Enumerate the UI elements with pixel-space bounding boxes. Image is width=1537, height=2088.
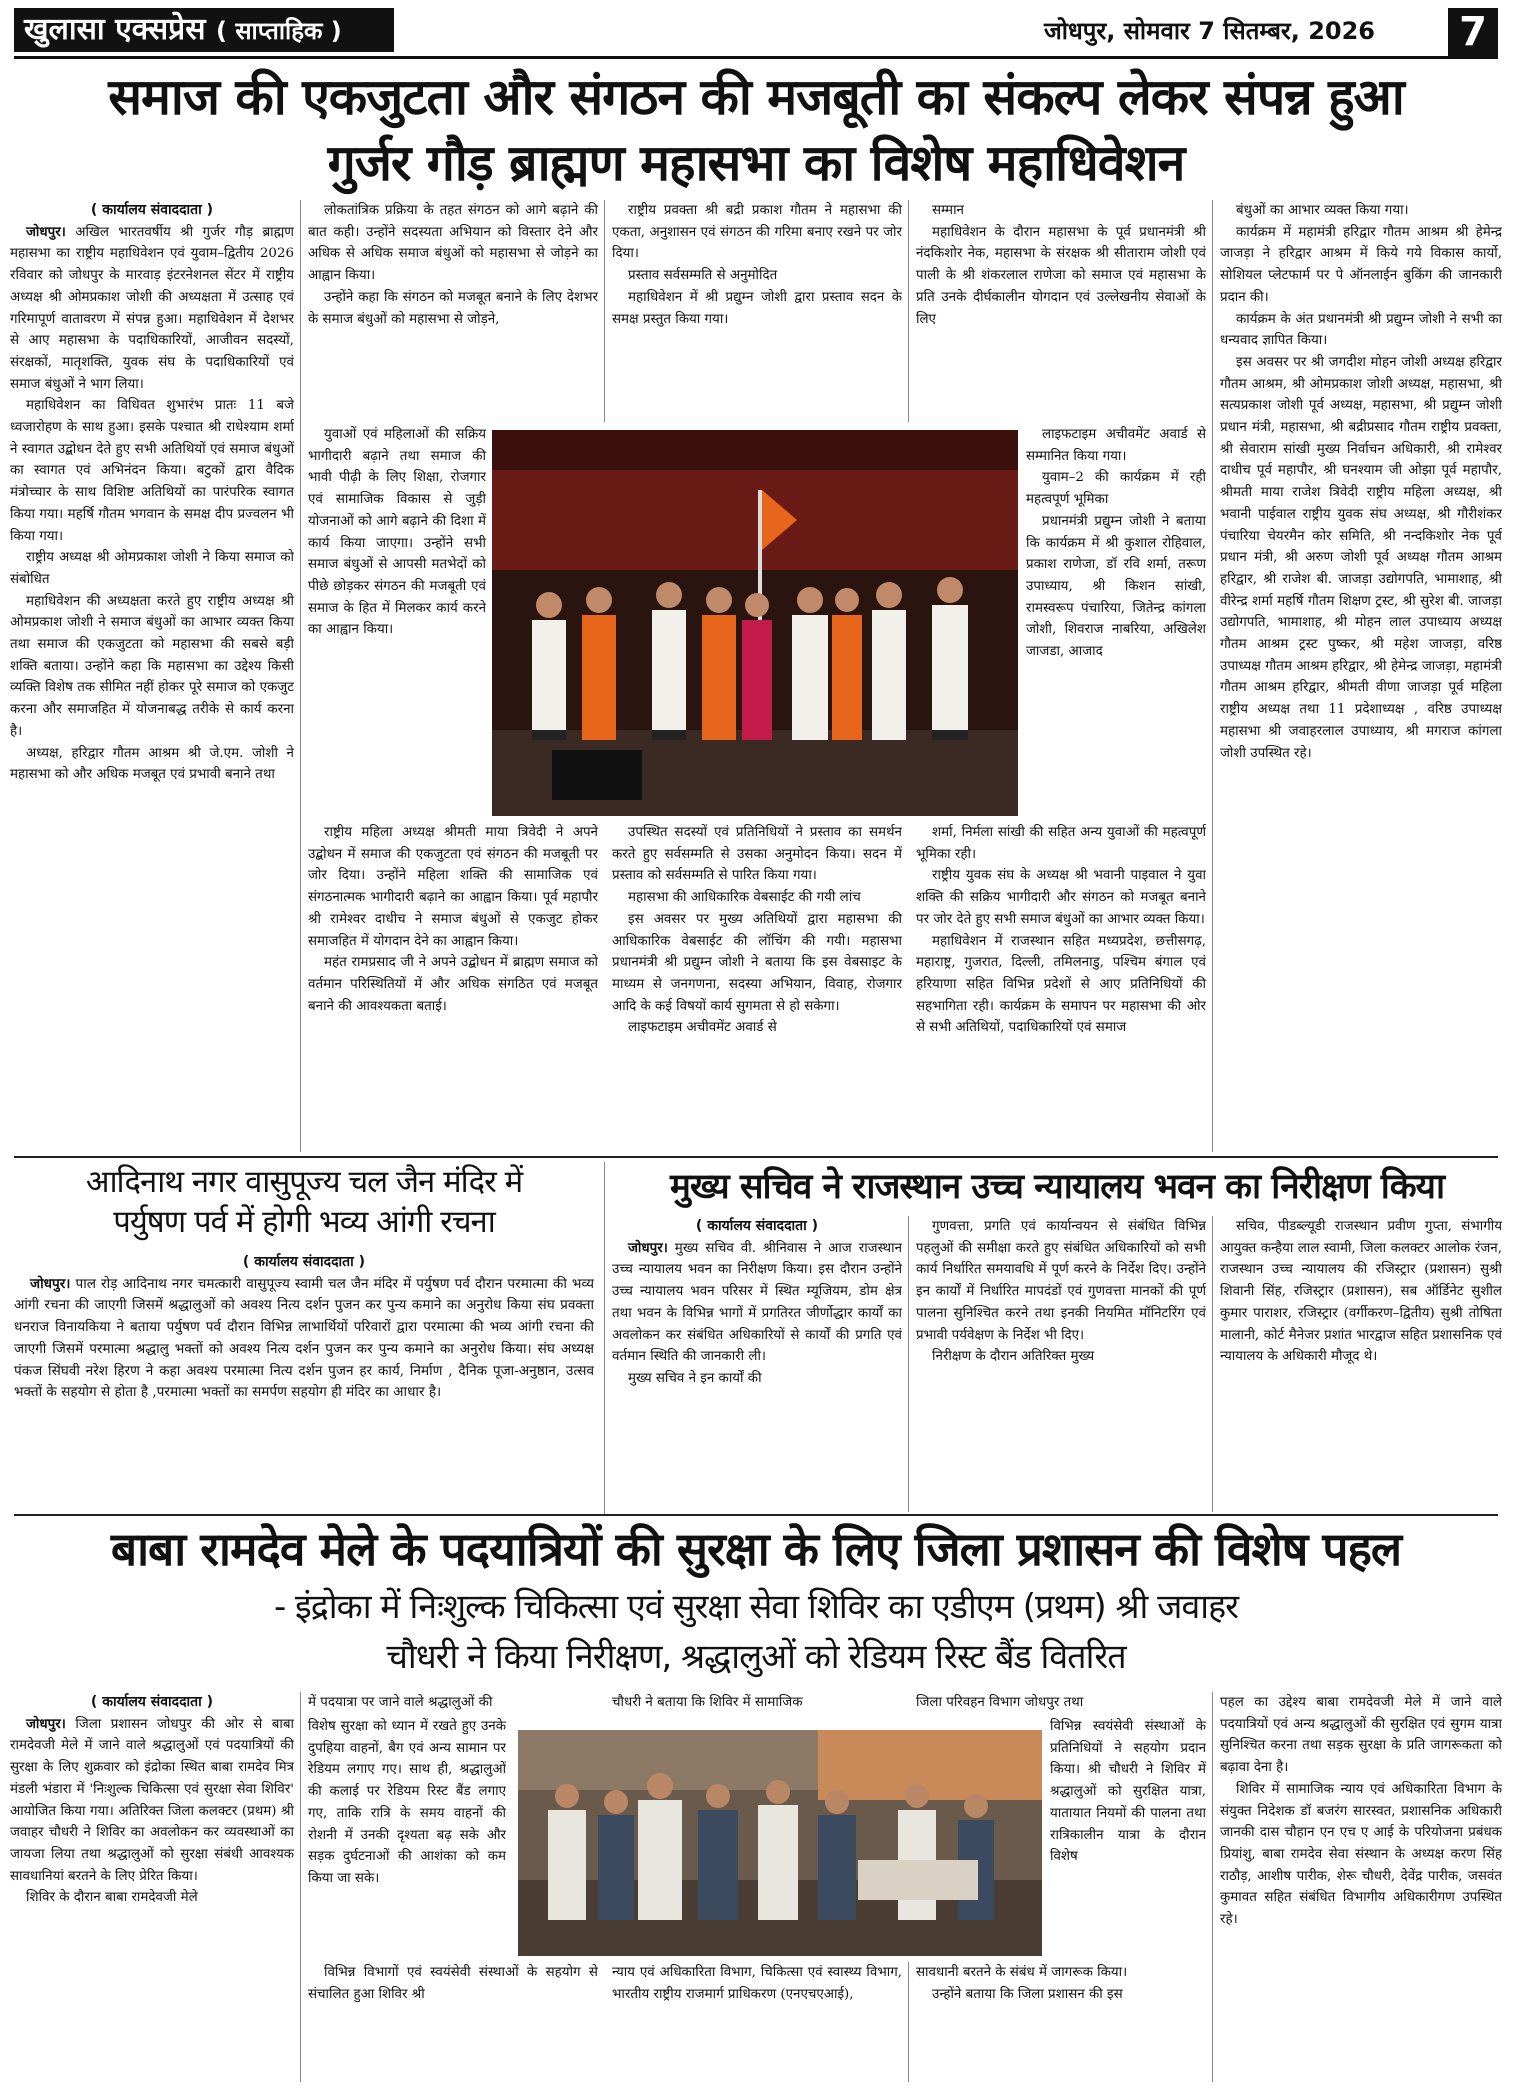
story3-column-3	[1220, 1216, 1502, 1512]
column-divider	[908, 1216, 909, 1512]
story1-column-4-top	[916, 200, 1206, 422]
column-divider	[1212, 1692, 1213, 2082]
story4-column-3-bottom	[612, 1962, 902, 2082]
story4-column-5	[1220, 1692, 1502, 2082]
story1-dateline: जोधपुर।	[26, 224, 66, 240]
story1-headline-line1: समाज की एकजुटता और संगठन की मजबूती का संकल्प लेकर संपन्न हुआ	[108, 68, 1404, 126]
story4-column-1	[10, 1692, 294, 2082]
story1-paragraph: प्रधानमंत्री प्रद्युम्न जोशी ने बताया कि कार्यक्रम में श्री कुशाल रोहिवाल, प्रकाश राणेजा, डॉ रवि शर्मा, तरूण उपाध्याय, श्री किशन सांखी, रामस्वरूप पंचारिया, जितेन्द्र कांगला जोशी, शिवराज नाबरिया, अखिलेश जाजडा, आजाद	[1026, 513, 1206, 660]
story1-subhead: महासभा की आधिकारिक वेबसाईट की गयी लांच	[628, 890, 861, 906]
story2-dateline: जोधपुर।	[30, 1275, 71, 1292]
story4-paragraph: चौधरी ने बताया कि शिविर में सामाजिक	[612, 1695, 803, 1710]
story1-paragraph: लोकतांत्रिक प्रक्रिया के तहत संगठन को आगे बढ़ाने की बात कही। उन्होंने सदस्यता अभियान को विस्तार देने और अधिक से अधिक समाज बंधुओं को महासभा से जोड़ने का आह्वान किया।	[308, 203, 598, 284]
story4-column-3-top	[612, 1692, 902, 1716]
story1-paragraph: कार्यक्रम के अंत प्रधानमंत्री श्री प्रद्युम्न जोशी ने सभी का धन्यवाद ज्ञापित किया।	[1220, 311, 1502, 349]
story1-paragraph: महाधिवेशन का विधिवत शुभारंभ प्रातः 11 बजे ध्वजारोहण के साथ हुआ। इसके पश्चात श्री राधेश्याम शर्मा ने स्वागत उद्बोधन देते हुए सभी अतिथियों एवं समाज बंधुओं का स्वागत एवं अभिनंदन किया। बटुकों द्वारा वैदिक मंत्रोच्चार के साथ विशिष्ट अतिथियों का पारंपरिक स्वागत किया गया। महर्षि गौतम भगवान के समक्ष दीप प्रज्वलन भी किया गया।	[10, 398, 294, 544]
story1-paragraph: राष्ट्रीय महिला अध्यक्ष श्रीमती माया त्रिवेदी ने अपने उद्बोधन में समाज की एकजुटता एवं संगठन की मजबूती पर जोर दिया। उन्होंने महिला शक्ति की सामाजिक एवं संगठनात्मक भागीदारी बढ़ाने का आह्वान किया। पूर्व महापौर श्री रामेश्वर दाधीच ने समाज बंधुओं से एकजुट होकर समाजहित में योगदान देने का आह्वान किया।	[308, 825, 598, 949]
brand-block	[14, 8, 394, 52]
story1-paragraph: महाधिवेशन के दौरान महासभा के पूर्व प्रधानमंत्री श्री नंदकिशोर नेक, महासभा के संरक्षक श्री सीताराम जोशी एवं पाली के श्री शंकरलाल राणेजा को समाज एवं महासभा के प्रति उनके दीर्घकालीन योगदान एवं उल्लेखनीय सेवाओं के लिए	[916, 224, 1206, 327]
column-divider	[604, 200, 605, 422]
edition-label: ( साप्ताहिक )	[216, 17, 342, 45]
story4-paragraph: विभिन्न स्वयंसेवी संस्थाओं के प्रतिनिधियों ने सहयोग प्रदान किया। श्री चौधरी ने शिविर में श्रद्धालुओं को सुरक्षित यात्रा, यातायात नियमों की पालना तथा रात्रिकालीन यात्रा के दौरान विशेष	[1050, 1719, 1206, 1865]
story1-paragraph: अखिल भारतवर्षीय श्री गुर्जर गौड़ ब्राह्मण महासभा का राष्ट्रीय महाधिवेशन एवं युवाम–द्वितीय 2026 रविवार को जोधपुर के मारवाड़ इंटरनेशनल सेंटर में राष्ट्रीय अध्यक्ष श्री ओमप्रकाश जोशी की अध्यक्षता में उत्साह एवं गरिमापूर्ण वातावरण में संपन्न हुआ। महाधिवेशन में देशभर से आए महासभा के पदाधिकारियों, आजीवन सदस्यों, संरक्षकों, मातृशक्ति, युवक संघ के पदाधिकारियों एवं समाज बंधुओं ने भाग लिया।	[10, 224, 294, 392]
story3-dateline: जोधपुर।	[628, 1240, 668, 1256]
story1-subhead: युवाम–2 की कार्यक्रम में रही महत्वपूर्ण भूमिका	[1026, 470, 1206, 508]
story3-paragraph: निरीक्षण के दौरान अतिरिक्त मुख्य	[932, 1349, 1095, 1365]
story4-paragraph: न्याय एवं अधिकारिता विभाग, चिकित्सा एवं स्वास्थ्य विभाग, भारतीय राष्ट्रीय राजमार्ग प्राधिकरण (एनएचएआई),	[612, 1965, 902, 2002]
story3-headline: मुख्य सचिव ने राजस्थान उच्च न्यायालय भवन का निरीक्षण किया	[669, 1167, 1445, 1207]
story4-paragraph: जिला परिवहन विभाग जोधपुर तथा	[916, 1695, 1084, 1710]
brand-name: खुलासा एक्सप्रेस	[24, 12, 206, 47]
story4-column-2-side	[308, 1716, 506, 1960]
story1-paragraph: लाइफटाइम अचीवमेंट अवार्ड से सम्मानित किया गया।	[1026, 427, 1206, 464]
story1-paragraph: शर्मा, निर्मला सांखी की सहित अन्य युवाओं की महत्वपूर्ण भूमिका रही।	[916, 825, 1206, 862]
story3-paragraph: मुख्य सचिव ने इन कार्यों की	[628, 1370, 762, 1386]
story4-column-4-top	[916, 1692, 1206, 1716]
story1-column-4-side	[1026, 424, 1206, 820]
story1-subhead: प्रस्ताव सर्वसम्मति से अनुमोदित	[628, 268, 778, 284]
story1-paragraph: उपस्थित सदस्यों एवं प्रतिनिधियों ने प्रस्ताव का समर्थन करते हुए सर्वसम्मति से उसका अनुमोदन किया। सदन में प्रस्ताव को सर्वसम्मति से पारित किया गया।	[612, 825, 902, 884]
story1-paragraph: महंत रामप्रसाद जी ने अपने उद्बोधन में ब्राह्मण समाज को वर्तमान परिस्थितियों में और अधिक संगठित एवं मजबूत बनाने की आवश्यकता बताई।	[308, 955, 598, 1014]
column-divider	[908, 200, 909, 422]
story1-paragraph: इस अवसर पर मुख्य अतिथियों द्वारा महासभा की आधिकारिक वेबसाईट की लॉचिंग की गयी। महासभा प्रधानमंत्री श्री प्रद्युम्न जोशी ने बताया कि इस वेबसाइट के माध्यम से जनगणना, सदस्या अभियान, विवाह, रोजगार आदि के कई विषयों कार्य सुगमता से हो सकेगा।	[612, 911, 902, 1014]
story4-column-2-top	[308, 1692, 598, 1716]
camp-gathering-photo	[518, 1730, 1042, 1956]
story3-paragraph: सचिव, पीडब्ल्यूडी राजस्थान प्रवीण गुप्ता, संभागीय आयुक्त कन्हैया लाल स्वामी, जिला कलक्टर आलोक रंजन, राजस्थान उच्च न्यायालय की रजिस्ट्रार (प्रशासन) सुश्री शिवानी सिंह, रजिस्ट्रार (प्रशासन), सब ऑर्डिनेट सुशील कुमार पाराशर, रजिस्ट्रार (वर्गीकरण–द्वितीय) सुश्री तोषिता मालानी, कोर्ट मैनेजर प्रशांत भारद्वाज सहित प्रशासनिक एवं न्यायालय के अधिकारी मौजूद थे।	[1220, 1219, 1502, 1365]
column-divider	[300, 200, 301, 1152]
story1-paragraph: अध्यक्ष, हरिद्वार गौतम आश्रम श्री जे.एम. जोशी ने महासभा को और अधिक मजबूत एवं प्रभावी बनाने तथा	[10, 745, 294, 783]
section-rule	[14, 1514, 1498, 1516]
story4-paragraph: जिला प्रशासन जोधपुर की ओर से बाबा रामदेवजी मेले में जाने वाले श्रद्धालुओं एवं पदयात्रियों की सुरक्षा के लिए शुक्रवार को इंद्रोका स्थित बाबा रामदेव मित्र मंडली भंडारा में 'निःशुल्क चिकित्सा एवं सुरक्षा सेवा शिविर' आयोजित किया गया। अतिरिक्त जिला कलक्टर (प्रथम) श्री जवाहर चौधरी ने शिविर का अवलोकन कर व्यवस्थाओं का जायजा लिया तथा श्रद्धालुओं को सुरक्षा संबंधी आवश्यक सावधानियां बरतने के लिए प्रेरित किया।	[10, 1716, 294, 1884]
story1-paragraph: बंधुओं का आभार व्यक्त किया गया।	[1236, 203, 1409, 218]
story1-paragraph: महाधिवेशन में राजस्थान सहित मध्यप्रदेश, छत्तीसगढ़, महाराष्ट्र, गुजरात, दिल्ली, तमिलनाडु, पश्चिम बंगाल एवं हरियाणा सहित विभिन्न प्रदेशों से आए प्रतिनिधियों की सहभागिता रही। कार्यक्रम के समापन पर महासभा की ओर से सभी अतिथियों, पदाधिकारियों एवं समाज	[916, 933, 1206, 1036]
story1-paragraph: राष्ट्रीय प्रवक्ता श्री बद्री प्रकाश गौतम ने महासभा की एकता, अनुशासन एवं संगठन की गरिमा बनाए रखने पर जोर दिया।	[612, 203, 902, 262]
story1-column-2-bottom	[308, 822, 598, 1152]
story1-column-5	[1220, 200, 1502, 1152]
event-stage-photo	[492, 430, 1018, 816]
story1-paragraph: लाइफटाइम अचीवमेंट अवार्ड से	[628, 1020, 777, 1036]
story1-subhead: राष्ट्रीय अध्यक्ष श्री ओमप्रकाश जोशी ने किया समाज को संबोधित	[10, 550, 294, 587]
story4-column-2-bottom	[308, 1962, 598, 2082]
story4-paragraph: विभिन्न विभागों एवं स्वयंसेवी संस्थाओं के सहयोग से संचालित हुआ शिविर श्री	[308, 1965, 598, 2002]
story4-paragraph: शिविर में सामाजिक न्याय एवं अधिकारिता विभाग के संयुक्त निदेशक डॉ बजरंग सारस्वत, प्रशासनिक अधिकारी जानकी दास चौहान एन एच ए आई के परियोजना प्रबंधक प्रियांशु, बाबा रामदेव सेवा संस्थान के अध्यक्ष करण सिंह राठौड़, आशीष पारीक, शेरू चौधरी, देवेंद्र पारीक, जसवंत कुमावत सहित संबंधित विभागीय अधिकारीगण उपस्थित रहे।	[1220, 1781, 1502, 1928]
column-divider	[604, 1162, 605, 1514]
story3-column-2	[916, 1216, 1206, 1512]
story4-byline: ( कार्यालय संवाददाता )	[90, 1694, 214, 1710]
story2-headline-line1: आदिनाथ नगर वासुपूज्य चल जैन मंदिर में	[85, 1164, 523, 1200]
column-divider	[1212, 200, 1213, 1152]
story2-headline-line2: पर्युषण पर्व में होगी भव्य आंगी रचना	[113, 1204, 495, 1240]
story1-column-3-bottom	[612, 822, 902, 1152]
story1-subhead: सम्मान	[932, 203, 964, 218]
story2-byline: ( कार्यालय संवाददाता )	[242, 1254, 366, 1270]
story4-paragraph: विशेष सुरक्षा को ध्यान में रखते हुए उनके दुपहिया वाहनों, बैग एवं अन्य सामान पर रेडियम लगाए गए। साथ ही, श्रद्धालुओं की कलाई पर रेडियम रिस्ट बैंड लगाए गए, ताकि रात्रि के समय वाहनों की रोशनी में उनकी दृश्यता बढ़ सके और सड़क दुर्घटनाओं की आशंका को कम किया जा सके।	[308, 1719, 506, 1886]
story4-column-4-side	[1050, 1716, 1206, 1960]
story4-paragraph: पहल का उद्देश्य बाबा रामदेवजी मेले में जाने वाले पदयात्रियों एवं अन्य श्रद्धालुओं की सुरक्षित एवं सुगम यात्रा सुनिश्चित करना तथा सड़क सुरक्षा के प्रति जागरूकता को बढ़ावा देना है।	[1220, 1695, 1502, 1776]
story1-paragraph: महाधिवेशन की अध्यक्षता करते हुए राष्ट्रीय अध्यक्ष श्री ओमप्रकाश जोशी ने समाज बंधुओं का आभार व्यक्त किया तथा समाज की एकजुटता को महासभा की सबसे बड़ी शक्ति बताया। उन्होंने कहा कि महासभा का उद्देश्य किसी व्यक्ति विशेष तक सीमित नहीं होकर पूरे समाज को एकजुट करना और समाजहित में योजनाबद्ध तरीके से कार्य करना है।	[10, 593, 294, 739]
column-divider	[300, 1692, 301, 2082]
column-divider	[1212, 1216, 1213, 1512]
story2-body	[14, 1252, 594, 1510]
story1-paragraph: कार्यक्रम में महामंत्री हरिद्वार गौतम आश्रम श्री हेमेन्द्र जाजड़ा ने हरिद्वार आश्रम में किये गये विकास कार्यो, सोशियल प्लेटफार्म पर पे ऑनलाईन बुकिंग की जानकारी प्रदान की।	[1220, 224, 1502, 305]
story4-paragraph: सावधानी बरतने के संबंध में जागरूक किया।	[916, 1965, 1128, 1980]
story1-paragraph: राष्ट्रीय युवक संघ के अध्यक्ष श्री भवानी पाइवाल ने युवा शक्ति की सक्रिय भागीदारी और संगठन को मजबूत बनाने पर जोर देते हुए सभी समाज बंधुओं का आभार व्यक्त किया।	[916, 868, 1206, 927]
story1-column-3-top	[612, 200, 902, 422]
story1-byline: ( कार्यालय संवाददाता )	[90, 202, 214, 218]
story1-column-1	[10, 200, 294, 1152]
story3-byline: ( कार्यालय संवाददाता )	[695, 1218, 819, 1234]
story1-column-2-top	[308, 200, 598, 422]
story4-dateline: जोधपुर।	[26, 1716, 66, 1732]
masthead	[14, 8, 1498, 54]
story1-paragraph: महाधिवेशन में श्री प्रद्युम्न जोशी द्वारा प्रस्ताव सदन के समक्ष प्रस्तुत किया गया।	[612, 289, 902, 327]
page-number: 7	[1448, 8, 1498, 56]
issue-date: जोधपुर, सोमवार 7 सितम्बर, 2026	[1044, 17, 1375, 45]
section-rule	[14, 1156, 1498, 1158]
story3-paragraph: मुख्य सचिव वी. श्रीनिवास ने आज राजस्थान उच्च न्यायालय भवन का निरीक्षण किया। इस दौरान उन्होंने उच्च न्यायालय भवन परिसर में स्थित म्यूजियम, डोम क्षेत्र तथा भवन के विभिन्न भागों में प्रगतिरत जीर्णोद्धार कार्यों का अवलोकन कर संबंधित अधिकारियों से कार्यों की प्रगति एवं वर्तमान स्थिति की जानकारी ली।	[612, 1240, 902, 1365]
story3-paragraph: गुणवत्ता, प्रगति एवं कार्यान्वयन से संबंधित विभिन्न पहलुओं की समीक्षा करते हुए संबंधित अधिकारियों को सभी कार्य निर्धारित समयावधि में पूर्ण करने के निर्देश दिए। उन्होंने इन कार्यों में निर्धारित मापदंडों एवं गुणवत्ता मानकों की पूर्ण पालना सुनिश्चित करने तथा इनकी नियमित मॉनिटरिंग एवं प्रभावी पर्यवेक्षण के निर्देश भी दिए।	[916, 1219, 1206, 1343]
story1-column-4-bottom	[916, 822, 1206, 1152]
story2-paragraph: पाल रोड़ आदिनाथ नगर चमत्कारी वासुपूज्य स्वामी चल जैन मंदिर में पर्युषण पर्व दौरान परमात्मा की भव्य आंगी रचना की जाएगी जिसमें श्रद्धालुओं को अवश्य नित्य दर्शन पुजन कर पुन्य कमाने का अनुरोध किया संघ प्रवक्ता धनराज विनायकिया ने बताया पर्युषण पर्व दौरान विभिन्न लाभार्थियों परिवारों द्वारा परमात्मा की भव्य आंगी रचना की जाएगी जिसमें परमात्मा श्रद्धालु भक्तों को अवश्य नित्य दर्शन पुजन कर पुन्य कमाने का अनुरोध किया। संघ अध्यक्ष पंकज सिंघवी नरेश हिरण ने कहा अवश्य परमात्मा नित्य दर्शन पुजन हर कार्य, निर्माण , दैनिक पूजा-अनुष्ठान, उत्सव भक्तों के सहयोग से होता है ,परमात्मा भक्तों का समर्पण सहयोग ही मंदिर का आधार है।	[14, 1275, 594, 1401]
story4-headline: बाबा रामदेव मेले के पदयात्रियों की सुरक्षा के लिए जिला प्रशासन की विशेष पहल	[110, 1522, 1402, 1576]
story4-column-4-bottom	[916, 1962, 1206, 2082]
story1-paragraph: युवाओं एवं महिलाओं की सक्रिय भागीदारी बढ़ाने तथा समाज की भावी पीढ़ी के लिए शिक्षा, रोजगार एवं सामाजिक विकास से जुड़ी योजनाओं को आगे बढ़ाने की दिशा में कार्य किया जाएगा। उन्होंने सभी समाज बंधुओं से आपसी मतभेदों को पीछे छोड़कर संगठन की मजबूती एवं समाज के हित में मिलकर कार्य करने का आह्वान किया।	[308, 427, 486, 638]
story4-subhead-line2: चौधरी ने किया निरीक्षण, श्रद्धालुओं को रेडियम रिस्ट बैंड वितरित	[386, 1637, 1126, 1677]
story1-column-2-side	[308, 424, 486, 820]
story4-paragraph: शिविर के दौरान बाबा रामदेवजी मेले	[26, 1890, 198, 1906]
column-divider	[908, 1962, 909, 2082]
masthead-rule	[14, 56, 1498, 59]
story4-paragraph: उन्होंने बताया कि जिला प्रशासन की इस	[932, 1986, 1123, 2002]
story3-column-1	[612, 1216, 902, 1512]
story1-paragraph: इस अवसर पर श्री जगदीश मोहन जोशी अध्यक्ष हरिद्वार गौतम आश्रम, श्री ओमप्रकाश जोशी अध्यक्ष, महासभा, श्री सत्यप्रकाश जोशी पूर्व अध्यक्ष, महासभा, श्री प्रद्युम्न जोशी प्रधान मंत्री, महासभा, श्री बद्रीप्रसाद गौतम राष्ट्रीय प्रवक्ता, श्री सेवाराम सांखी मुख्य निर्वाचन अधिकारी, श्री रामेश्वर दाधीच पूर्व महापौर, श्री घनश्याम जी ओझा पूर्व महापौर, श्रीमती माया राजेश त्रिवेदी राष्ट्रीय महिला अध्यक्ष, श्री भवानी पाईवाल राष्ट्रीय युवक संघ अध्यक्ष, श्री गौरीशंकर पंचारिया चेयरमैन कोर समिति, श्री नन्दकिशोर नेक पूर्व प्रधान मंत्री, श्री अरुण जोशी पूर्व अध्यक्ष गौतम आश्रम हरिद्वार, श्री राजेश बी. जाजड़ा उद्योगपति, भामाशाह, श्री वीरेन्द्र शर्मा महर्षि गौतम शिक्षण ट्रस्ट, श्री सुरेश बी. जाजड़ा उद्योगपति, भामाशाह, श्री मोहन लाल उपाध्याय अध्यक्ष गौतम आश्रम ट्रस्ट पुष्कर, श्री महेश जाजड़ा, वरिष्ठ उपाध्यक्ष गौतम आश्रम हरिद्वार, श्री हेमेन्द्र जाजड़ा, महामंत्री गौतम आश्रम हरिद्वार, श्रीमती वीणा जाजड़ा पूर्व महिला राष्ट्रीय अध्यक्ष तथा 11 प्रदेशाध्यक्ष , वरिष्ठ उपाध्यक्ष महासभा श्री जवाहरलाल उपाध्याय, श्री मगराज कांगला जोशी उपस्थित रहे।	[1220, 354, 1502, 761]
story4-paragraph: में पदयात्रा पर जाने वाले श्रद्धालुओं की	[308, 1695, 493, 1710]
story1-paragraph: उन्होंने कहा कि संगठन को मजबूत बनाने के लिए देशभर के समाज बंधुओं को महासभा से जोड़ने,	[308, 289, 598, 327]
story1-headline-line2: गुर्जर गौड़ ब्राह्मण महासभा का विशेष महाधिवेशन	[327, 134, 1185, 192]
story4-subhead-line1: - इंद्रोका में निःशुल्क चिकित्सा एवं सुरक्षा सेवा शिविर का एडीएम (प्रथम) श्री जवाहर	[273, 1587, 1239, 1627]
